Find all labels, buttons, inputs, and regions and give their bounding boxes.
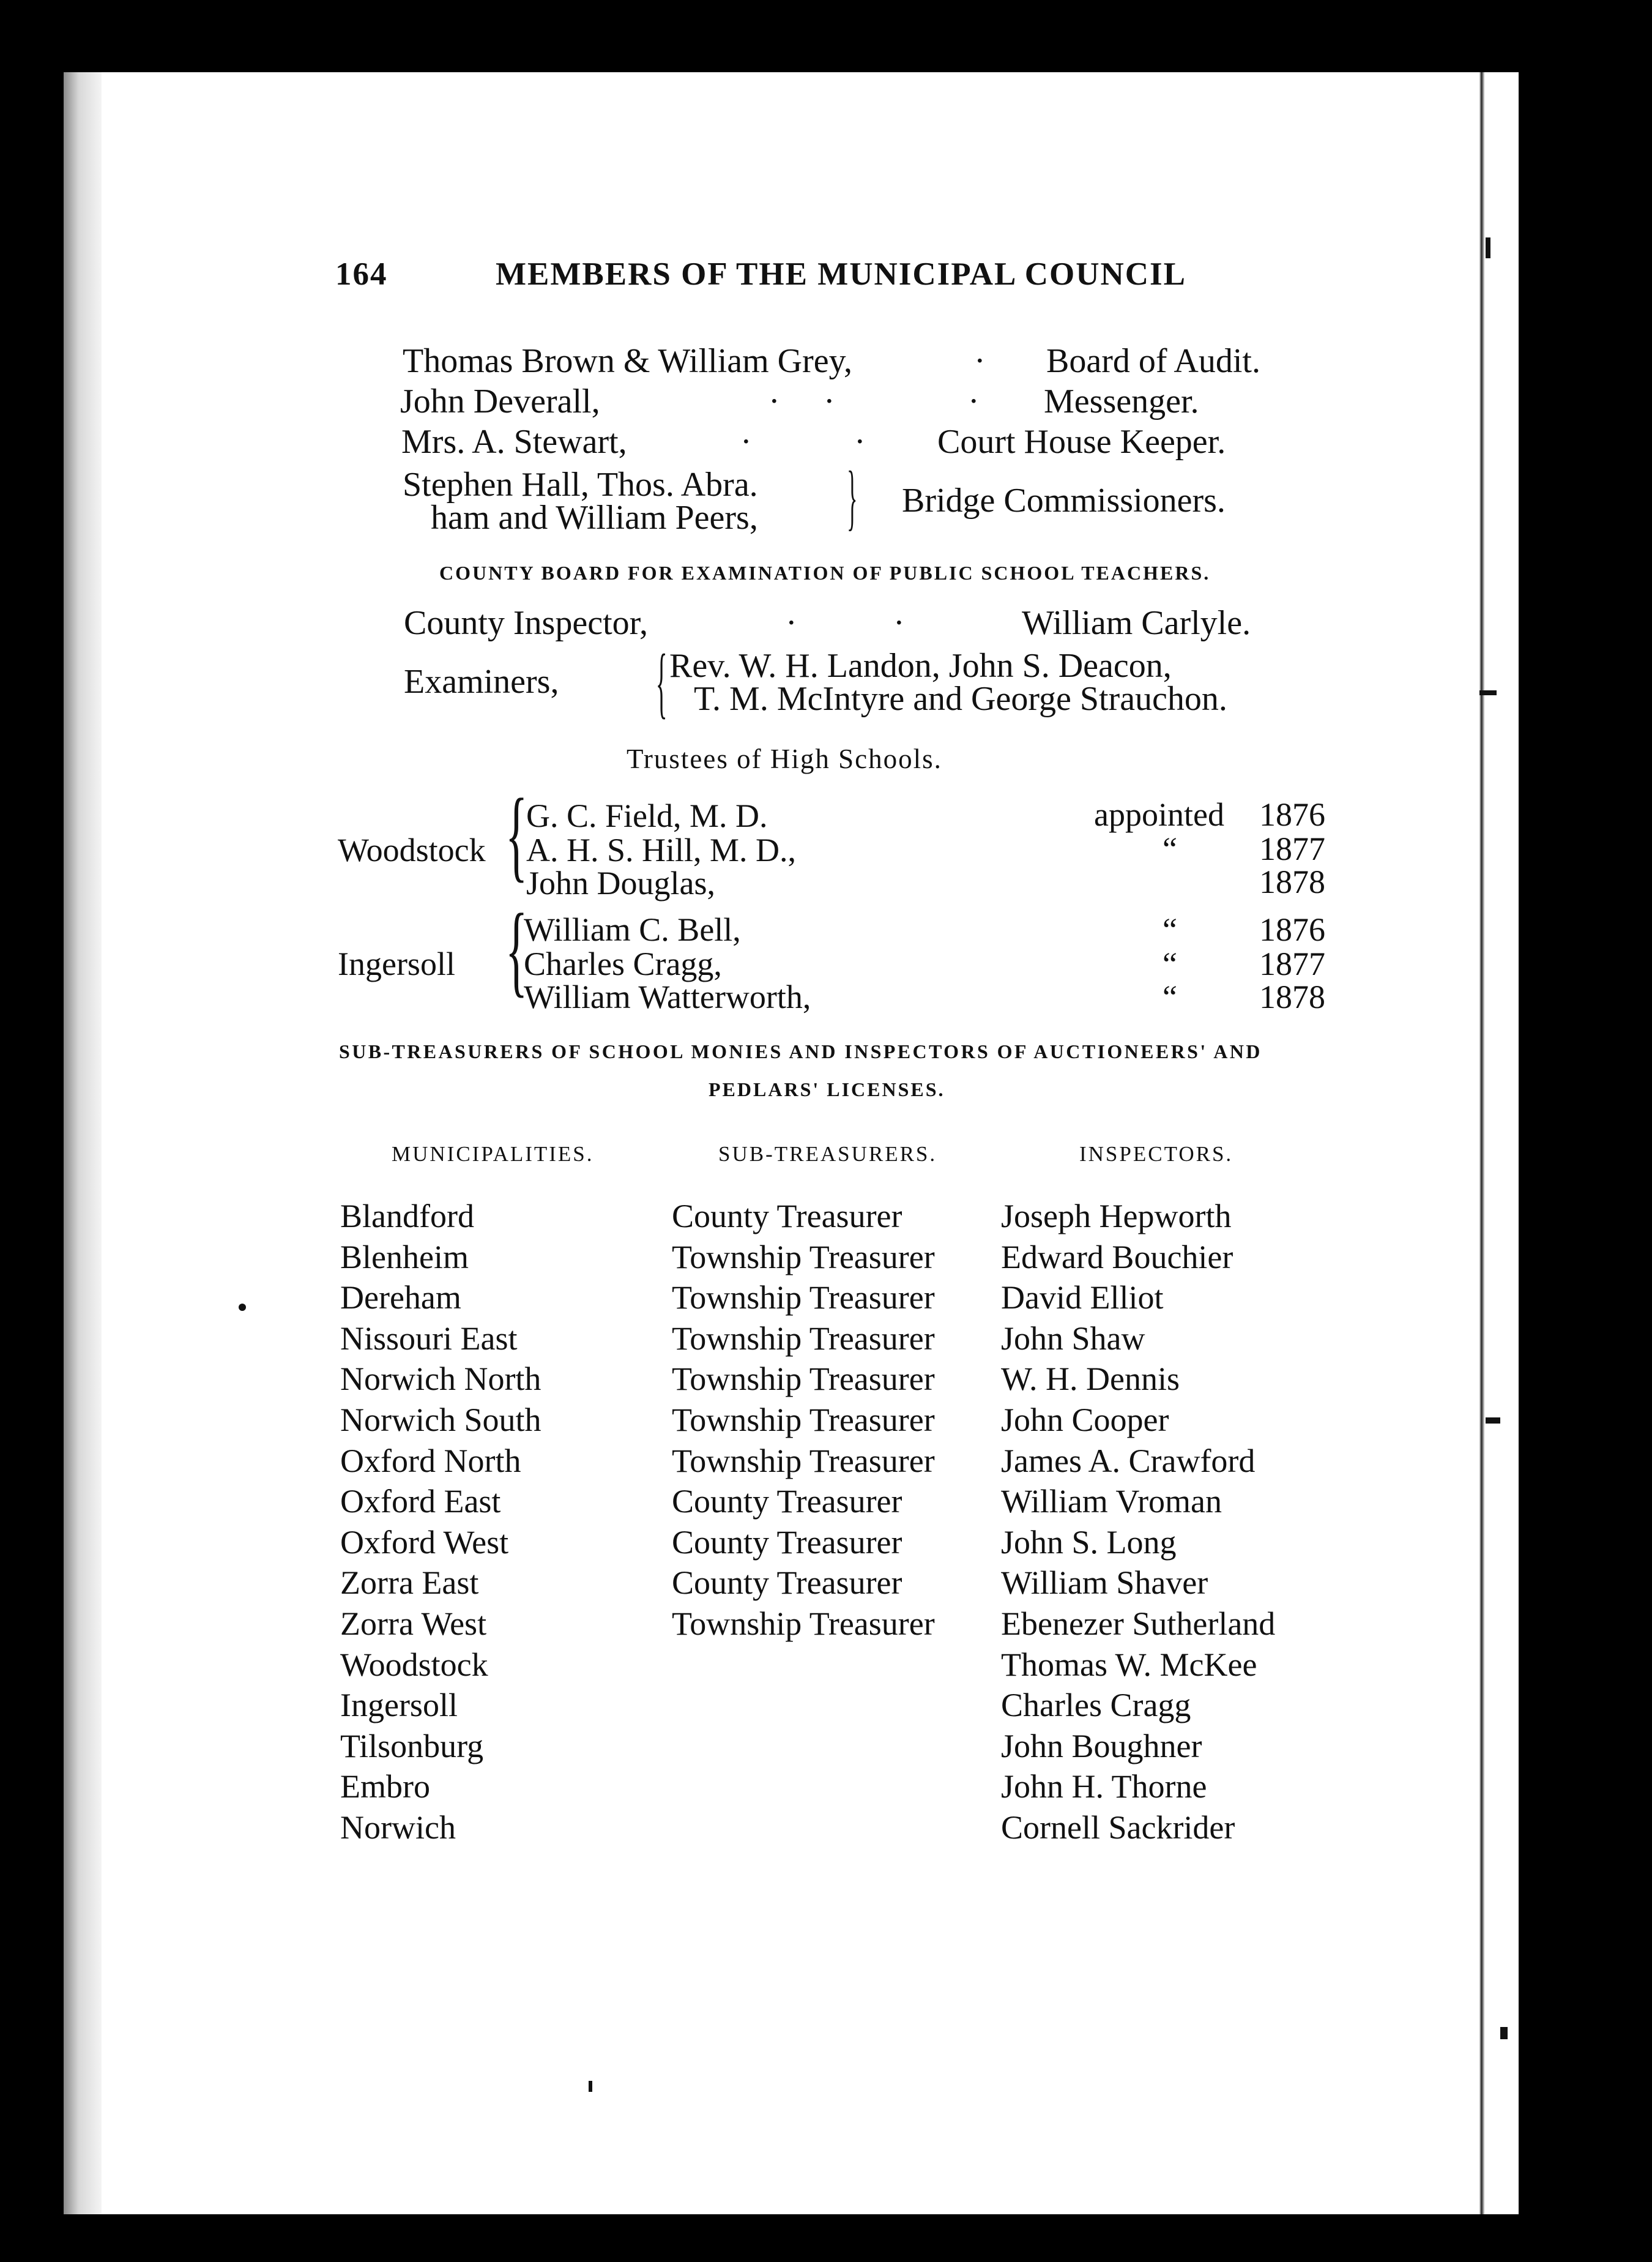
trustee-name: John Douglas, — [526, 865, 715, 901]
scan-mark — [1479, 690, 1497, 695]
leader-dot: · — [893, 604, 905, 642]
county-board-heading: COUNTY BOARD FOR EXAMINATION OF PUBLIC SCHOOL TEACHERS. — [439, 562, 1211, 584]
inspector-cell: John Shaw — [1001, 1320, 1145, 1357]
trustee-name: William Watterworth, — [524, 979, 811, 1015]
town-name: Ingersoll — [338, 946, 455, 982]
inspector-name: William Carlyle. — [1022, 604, 1251, 642]
scan-mark — [239, 1304, 246, 1311]
town-name: Woodstock — [338, 832, 486, 868]
trustee-name: G. C. Field, M. D. — [526, 797, 768, 834]
leader-dot: · — [974, 342, 986, 380]
column-header-municipalities: MUNICIPALITIES. — [392, 1142, 594, 1166]
appointment-year: 1876 — [1259, 911, 1325, 948]
high-schools-heading: Trustees of High Schools. — [627, 744, 942, 774]
officer-name: Mrs. A. Stewart, — [401, 423, 627, 461]
appointment-year: 1877 — [1259, 831, 1325, 867]
scan-mark — [1500, 2027, 1508, 2039]
page-gutter — [1462, 72, 1519, 2214]
ditto-mark: “ — [1163, 831, 1177, 867]
municipality-cell: Zorra West — [340, 1605, 487, 1642]
inspector-cell: James A. Crawford — [1001, 1443, 1256, 1479]
book-spine-shadow — [64, 72, 102, 2214]
inspector-cell: John S. Long — [1001, 1524, 1177, 1561]
municipality-cell: Dereham — [340, 1279, 461, 1316]
inspector-cell: Ebenezer Sutherland — [1001, 1605, 1276, 1642]
municipality-cell: Embro — [340, 1768, 430, 1805]
officer-name: John Deverall, — [400, 383, 600, 420]
municipality-cell: Oxford East — [340, 1483, 501, 1520]
examiners-line2: T. M. McIntyre and George Strauchon. — [694, 680, 1227, 718]
sub-treasurer-cell: Township Treasurer — [672, 1279, 935, 1316]
trustee-name: William C. Bell, — [524, 911, 741, 948]
municipality-cell: Norwich North — [340, 1361, 541, 1397]
ditto-mark: “ — [1163, 911, 1177, 948]
inspector-cell: Edward Bouchier — [1001, 1239, 1233, 1275]
officer-name-line1: Stephen Hall, Thos. Abra. — [403, 466, 758, 504]
leader-dot: · — [968, 383, 980, 420]
leader-dot: · — [740, 423, 752, 461]
municipality-cell: Nissouri East — [340, 1320, 518, 1357]
leader-dot: · — [824, 383, 835, 420]
inspector-cell: Thomas W. McKee — [1001, 1646, 1257, 1683]
officer-role: Bridge Commissioners. — [902, 482, 1226, 520]
municipality-cell: Blenheim — [340, 1239, 469, 1275]
inspector-cell: W. H. Dennis — [1001, 1361, 1180, 1397]
inspector-cell: Charles Cragg — [1001, 1687, 1191, 1723]
inspector-cell: William Vroman — [1001, 1483, 1222, 1520]
sub-treasurer-cell: Township Treasurer — [672, 1605, 935, 1642]
scan-mark — [1486, 237, 1490, 258]
municipality-cell: Blandford — [340, 1198, 474, 1234]
running-title: MEMBERS OF THE MUNICIPAL COUNCIL — [496, 256, 1186, 292]
municipality-cell: Oxford North — [340, 1443, 521, 1479]
inspector-cell: John H. Thorne — [1001, 1768, 1207, 1805]
brace-left: { — [505, 893, 528, 1007]
municipality-cell: Norwich — [340, 1809, 456, 1846]
scan-mark — [589, 2081, 592, 2092]
leader-dot: · — [786, 604, 797, 642]
leader-dot: · — [854, 423, 866, 461]
inspector-label: County Inspector, — [404, 604, 649, 642]
sub-treasurers-heading-line2: PEDLARS' LICENSES. — [709, 1078, 945, 1100]
inspector-cell: Joseph Hepworth — [1001, 1198, 1232, 1234]
inspector-cell: Cornell Sackrider — [1001, 1809, 1235, 1846]
ditto-mark: “ — [1163, 979, 1177, 1015]
officer-role: Court House Keeper. — [937, 423, 1226, 461]
column-header-inspectors: INSPECTORS. — [1079, 1142, 1233, 1166]
appointment-year: 1877 — [1259, 946, 1325, 982]
sub-treasurer-cell: County Treasurer — [672, 1524, 902, 1561]
sub-treasurer-cell: County Treasurer — [672, 1483, 902, 1520]
leader-dot: · — [768, 383, 780, 420]
sub-treasurer-cell: Township Treasurer — [672, 1402, 935, 1438]
municipality-cell: Zorra East — [340, 1564, 479, 1601]
municipality-cell: Tilsonburg — [340, 1728, 484, 1764]
officer-role: Board of Audit. — [1046, 342, 1260, 380]
sub-treasurer-cell: County Treasurer — [672, 1564, 902, 1601]
appointment-year: 1878 — [1259, 979, 1325, 1015]
sub-treasurer-cell: Township Treasurer — [672, 1239, 935, 1275]
brace-left: { — [505, 778, 528, 892]
officer-name-line2: ham and William Peers, — [431, 499, 758, 537]
page-number: 164 — [335, 256, 388, 292]
inspector-cell: John Cooper — [1001, 1402, 1169, 1438]
trustee-name: Charles Cragg, — [524, 946, 722, 982]
ditto-mark: “ — [1163, 946, 1177, 982]
appointment-year: 1876 — [1259, 796, 1325, 833]
municipality-cell: Oxford West — [340, 1524, 509, 1561]
sub-treasurer-cell: Township Treasurer — [672, 1443, 935, 1479]
sub-treasurers-heading-line1: SUB-TREASURERS OF SCHOOL MONIES AND INSPECTORS OF AUCTIONEERS' AND — [339, 1040, 1262, 1062]
scan-mark — [1486, 1417, 1500, 1424]
trustee-name: A. H. S. Hill, M. D., — [526, 832, 797, 868]
examiners-line1: Rev. W. H. Landon, John S. Deacon, — [669, 647, 1172, 685]
appointed-label: appointed — [1094, 796, 1224, 833]
inspector-cell: William Shaver — [1001, 1564, 1208, 1601]
officer-role: Messenger. — [1044, 383, 1199, 420]
sub-treasurer-cell: Township Treasurer — [672, 1320, 935, 1357]
inspector-cell: John Boughner — [1001, 1728, 1202, 1764]
municipality-cell: Ingersoll — [340, 1687, 458, 1723]
brace-right: } — [847, 456, 858, 537]
officer-name: Thomas Brown & William Grey, — [403, 342, 852, 380]
examiners-label: Examiners, — [404, 663, 559, 701]
inspector-cell: David Elliot — [1001, 1279, 1164, 1316]
municipality-cell: Woodstock — [340, 1646, 488, 1683]
municipality-cell: Norwich South — [340, 1402, 541, 1438]
column-header-sub-treasurers: SUB-TREASURERS. — [718, 1142, 937, 1166]
sub-treasurer-cell: Township Treasurer — [672, 1361, 935, 1397]
brace-left: { — [655, 638, 668, 726]
sub-treasurer-cell: County Treasurer — [672, 1198, 902, 1234]
appointment-year: 1878 — [1259, 864, 1325, 900]
